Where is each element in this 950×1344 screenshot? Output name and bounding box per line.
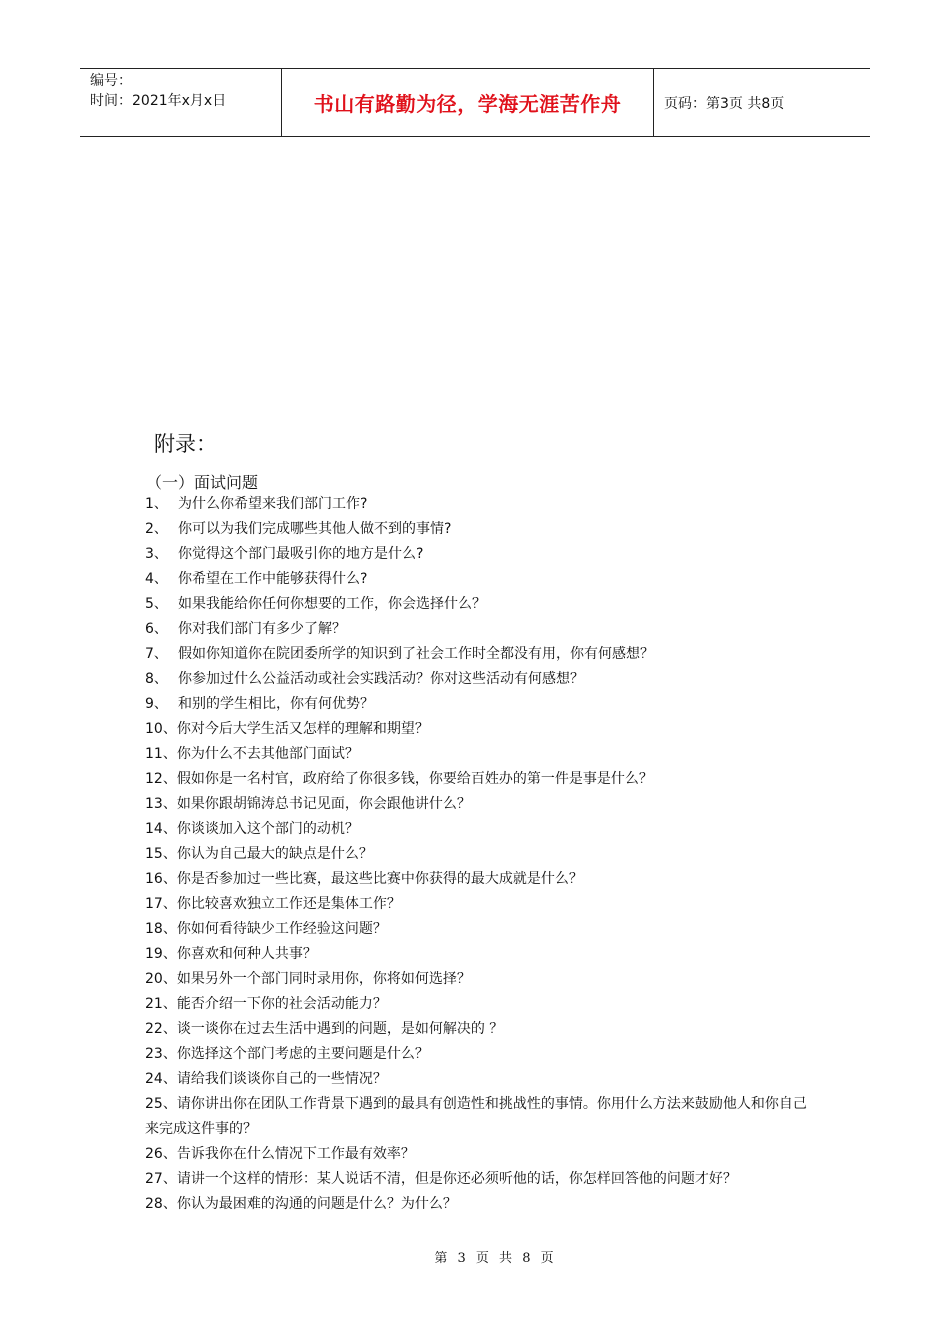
question-list xyxy=(145,492,810,1217)
question-text: 请给我们谈谈你自己的一些情况？ xyxy=(176,1071,387,1087)
question-number: 18、 xyxy=(145,921,177,937)
question-item xyxy=(145,517,810,542)
question-item xyxy=(145,917,810,942)
question-text: 你如何看待缺少工作经验这问题？ xyxy=(176,921,387,937)
question-text: 你是否参加过一些比赛，最这些比赛中你获得的最大成就是什么？ xyxy=(176,871,583,887)
page-header xyxy=(80,68,870,137)
question-item xyxy=(145,492,810,517)
section-title: （一）面试问题 xyxy=(146,473,259,492)
question-item xyxy=(145,867,810,892)
question-text: 假如你是一名村官，政府给了你很多钱，你要给百姓办的第一件是事是什么？ xyxy=(176,771,653,787)
question-item xyxy=(145,992,810,1017)
question-number: 14、 xyxy=(145,821,177,837)
question-text: 你比较喜欢独立工作还是集体工作？ xyxy=(176,896,401,912)
question-item xyxy=(145,1067,810,1092)
question-item xyxy=(145,617,810,642)
question-number: 28、 xyxy=(145,1196,177,1212)
question-item xyxy=(145,742,810,767)
question-item xyxy=(145,1092,810,1142)
question-number: 26、 xyxy=(145,1146,177,1162)
question-number: 24、 xyxy=(145,1071,177,1087)
header-page-cell xyxy=(654,69,870,136)
question-text: 请你讲出你在团队工作背景下遇到的最具有创造性和挑战性的事情。你用什么方法来鼓励他人和你自己来完成这件事的？ xyxy=(145,1096,807,1137)
question-item xyxy=(145,792,810,817)
question-text: 请讲一个这样的情形：某人说话不清，但是你还必须听他的话，你怎样回答他的问题才好？ xyxy=(176,1171,737,1187)
question-text: 你参加过什么公益活动或社会实践活动？你对这些活动有何感想？ xyxy=(178,671,584,687)
question-text: 你对我们部门有多少了解？ xyxy=(178,621,346,637)
question-number: 2、 xyxy=(145,521,168,537)
question-text: 如果你跟胡锦涛总书记见面，你会跟他讲什么？ xyxy=(176,796,471,812)
question-text: 如果我能给你任何你想要的工作，你会选择什么？ xyxy=(178,596,486,612)
question-number: 16、 xyxy=(145,871,177,887)
document-date: 时间：2021年x月x日 xyxy=(90,93,227,109)
header-motto: 书山有路勤为径，学海无涯苦作舟 xyxy=(313,92,622,116)
question-item xyxy=(145,1167,810,1192)
question-number: 1、 xyxy=(145,496,168,512)
question-item xyxy=(145,1042,810,1067)
question-item xyxy=(145,567,810,592)
question-number: 17、 xyxy=(145,896,177,912)
question-item xyxy=(145,767,810,792)
question-number: 3、 xyxy=(145,546,168,562)
question-text: 你谈谈加入这个部门的动机？ xyxy=(176,821,359,837)
question-text: 如果另外一个部门同时录用你，你将如何选择？ xyxy=(176,971,471,987)
question-item xyxy=(145,842,810,867)
question-number: 20、 xyxy=(145,971,177,987)
document-number-label: 编号： xyxy=(90,73,132,89)
question-number: 21、 xyxy=(145,996,177,1012)
question-text: 你为什么不去其他部门面试？ xyxy=(176,746,359,762)
question-item xyxy=(145,642,810,667)
question-number: 7、 xyxy=(145,646,168,662)
question-item xyxy=(145,1017,810,1042)
question-number: 22、 xyxy=(145,1021,177,1037)
question-number: 23、 xyxy=(145,1046,177,1062)
question-number: 4、 xyxy=(145,571,168,587)
header-motto-cell xyxy=(282,69,654,136)
question-number: 25、 xyxy=(145,1096,177,1112)
question-item xyxy=(145,692,810,717)
question-text: 为什么你希望来我们部门工作? xyxy=(178,496,368,512)
question-text: 和别的学生相比，你有何优势？ xyxy=(178,696,374,712)
question-item xyxy=(145,1142,810,1167)
question-item xyxy=(145,892,810,917)
question-item xyxy=(145,592,810,617)
question-number: 8、 xyxy=(145,671,168,687)
question-text: 你喜欢和何种人共事？ xyxy=(176,946,317,962)
header-meta xyxy=(80,69,282,136)
header-page-info: 页码：第3页 共8页 xyxy=(664,95,785,112)
question-text: 你认为自己最大的缺点是什么？ xyxy=(176,846,373,862)
question-text: 你希望在工作中能够获得什么? xyxy=(178,571,368,587)
question-item xyxy=(145,1192,810,1217)
question-text: 谈一谈你在过去生活中遇到的问题，是如何解决的 ？ xyxy=(176,1021,504,1037)
question-number: 5、 xyxy=(145,596,168,612)
question-number: 19、 xyxy=(145,946,177,962)
question-item xyxy=(145,667,810,692)
question-number: 27、 xyxy=(145,1171,177,1187)
question-text: 告诉我你在什么情况下工作最有效率？ xyxy=(176,1146,415,1162)
question-number: 6、 xyxy=(145,621,168,637)
question-text: 你可以为我们完成哪些其他人做不到的事情? xyxy=(178,521,452,537)
question-item xyxy=(145,967,810,992)
question-text: 你选择这个部门考虑的主要问题是什么？ xyxy=(176,1046,429,1062)
question-item xyxy=(145,542,810,567)
question-number: 12、 xyxy=(145,771,177,787)
question-number: 11、 xyxy=(145,746,177,762)
question-item xyxy=(145,817,810,842)
question-number: 9、 xyxy=(145,696,168,712)
question-number: 13、 xyxy=(145,796,177,812)
question-text: 你对今后大学生活又怎样的理解和期望？ xyxy=(176,721,429,737)
appendix-title: 附录： xyxy=(154,432,217,456)
question-item xyxy=(145,717,810,742)
question-item xyxy=(145,942,810,967)
question-text: 能否介绍一下你的社会活动能力？ xyxy=(176,996,387,1012)
question-text: 你认为最困难的沟通的问题是什么？为什么？ xyxy=(176,1196,457,1212)
question-number: 15、 xyxy=(145,846,177,862)
question-text: 你觉得这个部门最吸引你的地方是什么? xyxy=(178,546,424,562)
page-footer: 第 3 页 共 8 页 xyxy=(434,1251,554,1266)
question-number: 10、 xyxy=(145,721,177,737)
question-text: 假如你知道你在院团委所学的知识到了社会工作时全都没有用，你有何感想？ xyxy=(178,646,654,662)
